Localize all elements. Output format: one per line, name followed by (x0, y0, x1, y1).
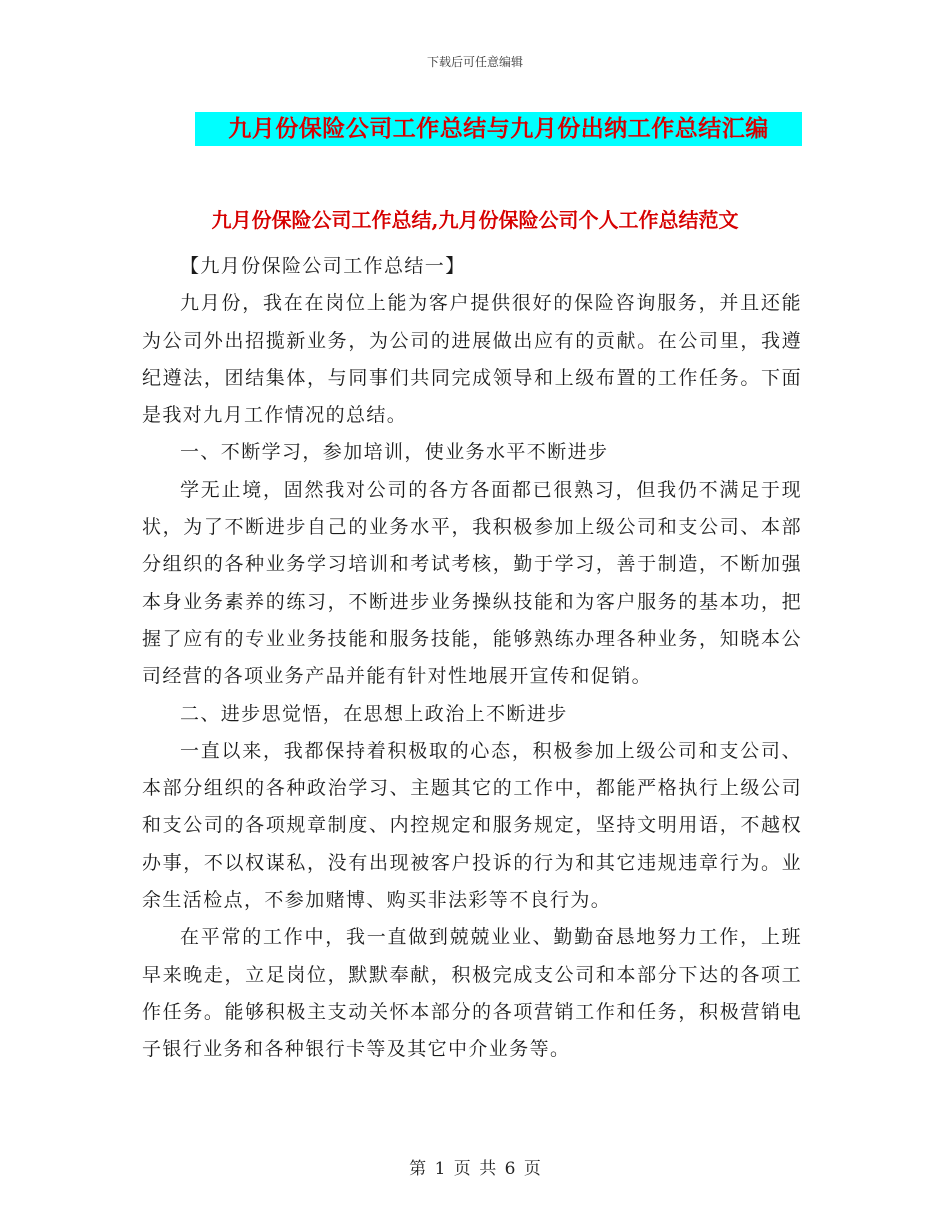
document-body (142, 248, 802, 1069)
main-title: 九月份保险公司工作总结与九月份出纳工作总结汇编 (195, 112, 802, 146)
body-paragraph: 九月份，我在在岗位上能为客户提供很好的保险咨询服务，并且还能为公司外出招揽新业务，为公司的进展做出应有的贡献。在公司里，我遵纪遵法，团结集体，与同事们共同完成领导和上级布置的工作任务。下面是我对九月工作情况的总结。 (142, 292, 802, 427)
section-heading: 二、进步思觉悟，在思想上政治上不断进步 (180, 702, 568, 725)
section-heading: 一、不断学习，参加培训，使业务水平不断进步 (180, 441, 609, 464)
section-heading: 【九月份保险公司工作总结一】 (180, 255, 466, 277)
page-footer: 第 1 页 共 6 页 (409, 1159, 541, 1179)
body-paragraph: 在平常的工作中，我一直做到兢兢业业、勤勤奋恳地努力工作，上班早来晚走，立足岗位，默默奉献，积极完成支公司和本部分下达的各项工作任务。能够积极主支动关怀本部分的各项营销工作和任务，积极营销电子银行业务和各种银行卡等及其它中介业务等。 (142, 926, 802, 1061)
body-paragraph: 一直以来，我都保持着积极取的心态，积极参加上级公司和支公司、本部分组织的各种政治学习、主题其它的工作中，都能严格执行上级公司和支公司的各项规章制度、内控规定和服务规定，坚持文明用语，不越权办事，不以权谋私，没有出现被客户投诉的行为和其它违规违章行为。业余生活检点，不参加赌博、购买非法彩等不良行为。 (142, 739, 802, 912)
header-note: 下载后可任意编辑 (426, 55, 523, 69)
body-paragraph: 学无止境，固然我对公司的各方各面都已很熟习，但我仍不满足于现状，为了不断进步自己的业务水平，我积极参加上级公司和支公司、本部分组织的各种业务学习培训和考试考核，勤于学习，善于制造，不断加强本身业务素养的练习，不断进步业务操纵技能和为客户服务的基本功，把握了应有的专业业务技能和服务技能，能够熟练办理各种业务，知晓本公司经营的各项业务产品并能有针对性地展开宣传和促销。 (142, 478, 802, 688)
sub-title: 九月份保险公司工作总结,九月份保险公司个人工作总结范文 (211, 208, 739, 232)
